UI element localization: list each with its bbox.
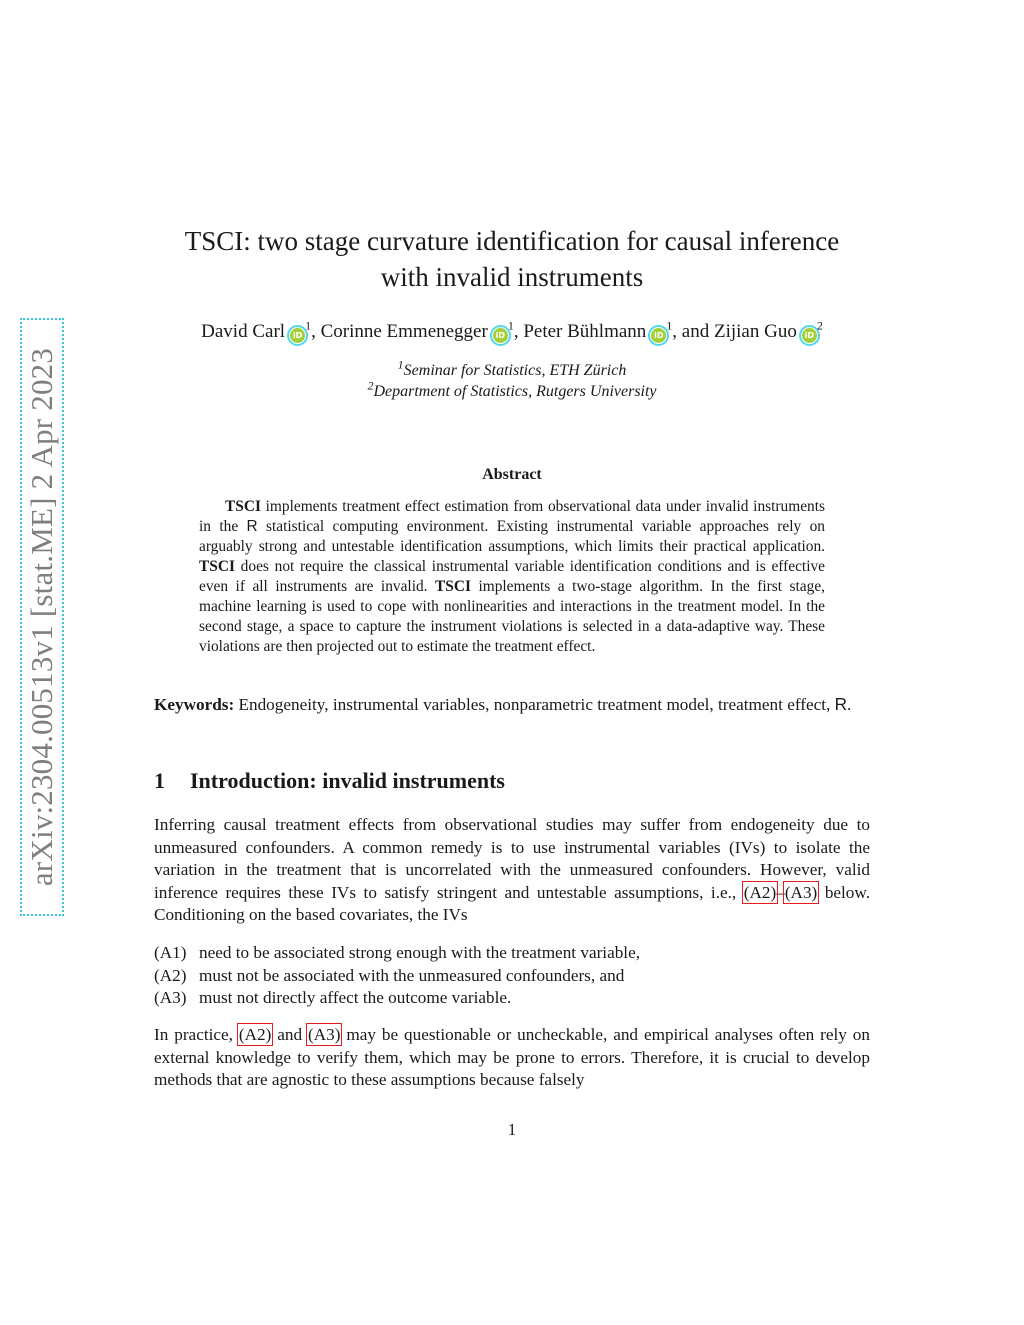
- assumption-label: (A2): [154, 965, 187, 985]
- author-name: Peter Bühlmann: [523, 321, 647, 342]
- author-name: David Carl: [201, 321, 286, 342]
- author-affiliation-mark: 2: [816, 318, 823, 333]
- paragraph-text: Inferring causal treatment effects from observational studies may suffer from endogeneity due to unmeasured confounders. A common remedy is to use instrumental variables (IVs) to isolate the variation in the treatment that is uncorrelated with the unmeasured confounders. However, valid inference requires these IVs to satisfy stringent and untestable assumptions, i.e.,: [154, 815, 870, 902]
- arxiv-identifier[interactable]: arXiv:2304.00513v1 [stat.ME] 2 Apr 2023: [24, 347, 59, 887]
- abstract-heading: Abstract: [482, 466, 542, 483]
- paragraph-text: may be questionable or uncheckable, and empirical analyses often rely on external knowledge to verify them, which may be prone to errors. Therefore, it is crucial to develop methods that are agnostic to these assumptions because falsely: [154, 1025, 870, 1089]
- assumption-link-a2[interactable]: (A2): [238, 1025, 272, 1044]
- author-name: Zijian Guo: [713, 321, 797, 342]
- intro-paragraph-1: [154, 814, 870, 927]
- package-name: TSCI: [199, 558, 235, 575]
- intro-paragraph-2: [154, 1024, 870, 1092]
- section-number: 1: [154, 768, 165, 793]
- orcid-icon[interactable]: iD: [802, 328, 817, 343]
- abstract-sentence: statistical computing environment. Existing instrumental variable approaches rely on arguably strong and untestable identification assumptions, which limits their practical application.: [199, 518, 825, 555]
- affiliations: [200, 357, 824, 402]
- section-heading: [154, 768, 505, 794]
- affiliation-number: 2: [367, 378, 374, 393]
- author-name: Corinne Emmenegger: [320, 321, 488, 342]
- affiliation-line: [200, 378, 824, 402]
- r-language-name: R: [246, 518, 258, 535]
- title-line-2: with invalid instruments: [380, 262, 644, 292]
- keywords-end: .: [847, 695, 852, 714]
- keywords-text: Endogeneity, instrumental variables, nonparametric treatment model, treatment effect,: [234, 695, 835, 714]
- assumption-label: (A1): [154, 943, 187, 962]
- assumption-text: must not directly affect the outcome variable.: [199, 988, 512, 1007]
- assumption-link-a3[interactable]: (A3): [784, 882, 818, 902]
- author-separator: , and: [672, 321, 714, 342]
- affiliation-line: [200, 357, 824, 381]
- orcid-icon[interactable]: iD: [651, 328, 666, 343]
- list-item: [154, 987, 870, 1010]
- author-list: [100, 319, 924, 345]
- package-name: TSCI: [435, 578, 471, 595]
- affiliation-number: 1: [397, 357, 404, 372]
- list-item: [154, 965, 870, 988]
- assumption-text: must not be associated with the unmeasured confounders, and: [199, 965, 625, 985]
- keywords: [154, 693, 870, 717]
- section-title: Introduction: invalid instruments: [190, 768, 505, 793]
- author-affiliation-mark: 1: [507, 318, 514, 333]
- author-affiliation-mark: 1: [305, 318, 312, 333]
- keywords-label: Keywords:: [154, 695, 235, 714]
- assumption-link-a3[interactable]: (A3): [308, 1025, 341, 1044]
- author-affiliation-mark: 1: [666, 318, 673, 333]
- assumption-link-a2[interactable]: (A2): [743, 882, 777, 902]
- title-line-1: TSCI: two stage curvature identification for causal inference: [184, 226, 840, 256]
- assumption-list: [154, 942, 870, 1010]
- paper-title: [150, 223, 874, 295]
- orcid-icon[interactable]: iD: [493, 328, 508, 343]
- orcid-icon[interactable]: iD: [290, 328, 305, 343]
- r-language-name: R: [834, 694, 848, 714]
- assumption-label: (A3): [154, 988, 187, 1007]
- abstract-sentence: implements a two-stage algorithm. In the first stage, machine learning is used to cope with nonlinearities and interactions in the treatment model. In the second stage, a space to capture the instrument violations is selected in a data-adaptive way. These violations are then projected out to estimate the treatment effect.: [199, 578, 825, 655]
- affiliation-text: Department of Statistics, Rutgers University: [373, 383, 657, 400]
- paragraph-text: and: [271, 1025, 308, 1044]
- range-dash: –: [776, 882, 785, 902]
- assumption-text: need to be associated strong enough with the treatment variable,: [199, 943, 641, 962]
- author-separator: ,: [513, 321, 524, 342]
- package-name: TSCI: [225, 498, 261, 515]
- page-number: 1: [507, 1120, 517, 1139]
- affiliation-text: Seminar for Statistics, ETH Zürich: [403, 362, 627, 379]
- abstract-text: [199, 497, 825, 657]
- list-item: [154, 942, 870, 965]
- abstract-sentence: implements treatment effect estimation from observational data under invalid instruments in the: [199, 498, 825, 535]
- abstract-sentence: does not require the classical instrumental variable identification conditions and is effective even if all instruments are invalid.: [199, 558, 825, 595]
- paragraph-text: In practice,: [154, 1025, 239, 1044]
- author-separator: ,: [311, 321, 321, 342]
- paragraph-text: below. Conditioning on the based covariates, the IVs: [154, 882, 870, 924]
